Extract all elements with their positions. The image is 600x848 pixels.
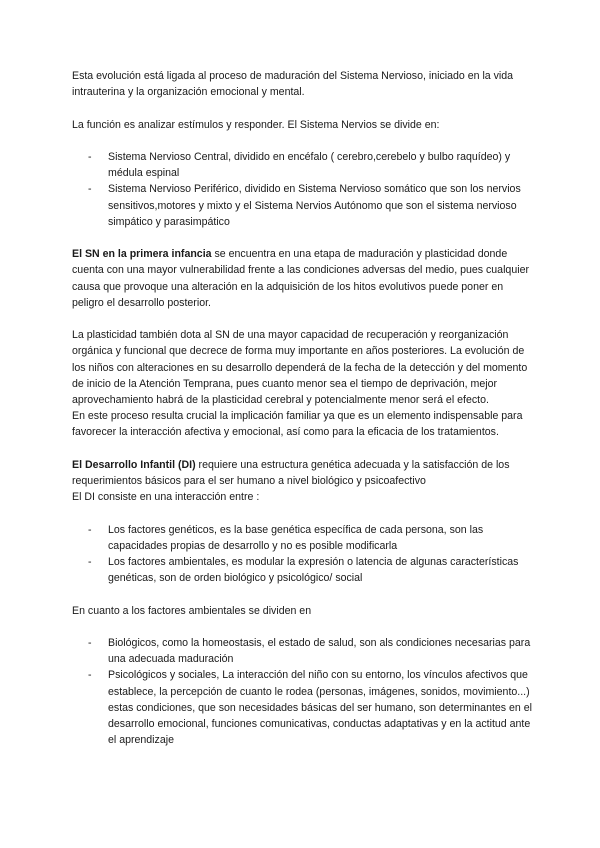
- bold-term: El SN en la primera infancia: [72, 248, 212, 261]
- paragraph-environmental: En cuanto a los factores ambientales se dividen en: [72, 604, 312, 617]
- list-item-text: Psicológicos y sociales, La interacción del niño con su entorno, los vínculos afectivos que establece, la percepción de cuanto le rodea (personas, imágenes, sonidos, movimiento...) estas condiciones, que son necesidades básicas del ser humano, son determinantes en el desarrollo emocional, funciones comunicativas, conductas adaptativas y en la actitud ante el aprendizaje: [108, 669, 533, 747]
- bullet-dash: -: [88, 183, 92, 196]
- environmental-factors-list: [72, 635, 534, 748]
- paragraph-intro: Esta evolución está ligada al proceso de maduración del Sistema Nervioso, iniciado en la vida intrauterina y la organización emocional y mental.: [72, 70, 514, 99]
- paragraph-family: En este proceso resulta crucial la implicación familiar ya que es un elemento indispensable para favorecer la interacción afectiva y emocional, así como para la eficacia de los tratamientos.: [72, 410, 523, 439]
- paragraph-child-development: [72, 457, 534, 489]
- list-item: [72, 522, 534, 554]
- list-item-text: Los factores genéticos, es la base genética específica de cada persona, son las capacidades propias de desarrollo y no es posible modificarla: [108, 523, 484, 552]
- bullet-dash: -: [88, 636, 92, 649]
- list-item: [72, 149, 534, 181]
- paragraph-function: La función es analizar estímulos y responder. El Sistema Nervios se divide en:: [72, 118, 440, 131]
- list-item: [72, 554, 534, 586]
- paragraph-sn-infancy: [72, 246, 534, 311]
- document-page: [72, 68, 534, 765]
- list-item-text: Sistema Nervioso Central, dividido en encéfalo ( cerebro,cerebelo y bulbo raquídeo) y médula espinal: [108, 150, 511, 180]
- list-item: [72, 667, 534, 748]
- list-item-text: Sistema Nervioso Periférico, dividido en Sistema Nervioso somático que son los nervios sensitivos,motores y mixto y el Sistema Nervios Autónomo que son el sistema nervioso simpático y parasimpático: [108, 183, 521, 228]
- bullet-dash: -: [88, 669, 92, 682]
- list-item-text: Biológicos, como la homeostasis, el estado de salud, son als condiciones necesarias para una adecuada maduración: [108, 636, 531, 666]
- bullet-dash: -: [88, 523, 92, 536]
- list-item: [72, 181, 534, 230]
- bullet-dash: -: [88, 556, 92, 568]
- paragraph-plasticity: La plasticidad también dota al SN de una mayor capacidad de recuperación y reorganización orgánica y funcional que decrece de forma muy importante en años posteriores. La evolución de los niños con alteraciones en su desarrollo dependerá de la fecha de la detección y del momento de inicio de la Atención Temprana, pues cuanto menor sea el tiempo de deprivación, mejor aprovechamiento habrá de la plasticidad cerebral y potencialmente menor será el efecto.: [72, 329, 528, 406]
- factors-list: [72, 522, 534, 587]
- paragraph-interaction: El DI consiste en una interacción entre :: [72, 491, 260, 504]
- bold-term: El Desarrollo Infantil (DI): [72, 458, 196, 471]
- paragraph-text: requiere una estructura genética adecuada y la satisfacción de los requerimientos básicos para el ser humano a nivel biológico y psicoafectivo: [72, 458, 510, 487]
- bullet-dash: -: [88, 150, 92, 163]
- paragraph-text: se encuentra en una etapa de maduración y plasticidad donde cuenta con una mayor vulnerabilidad frente a las condiciones adversas del medio, pues cualquier causa que provoque una alteración en la adquisición de los hitos evolutivos puede poner en peligro el desarrollo posterior.: [72, 248, 529, 309]
- list-item-text: Los factores ambientales, es modular la expresión o latencia de algunas características genéticas, son de orden biológico y psicológico/ social: [108, 556, 519, 585]
- list-item: [72, 635, 534, 667]
- nervous-system-list: [72, 149, 534, 230]
